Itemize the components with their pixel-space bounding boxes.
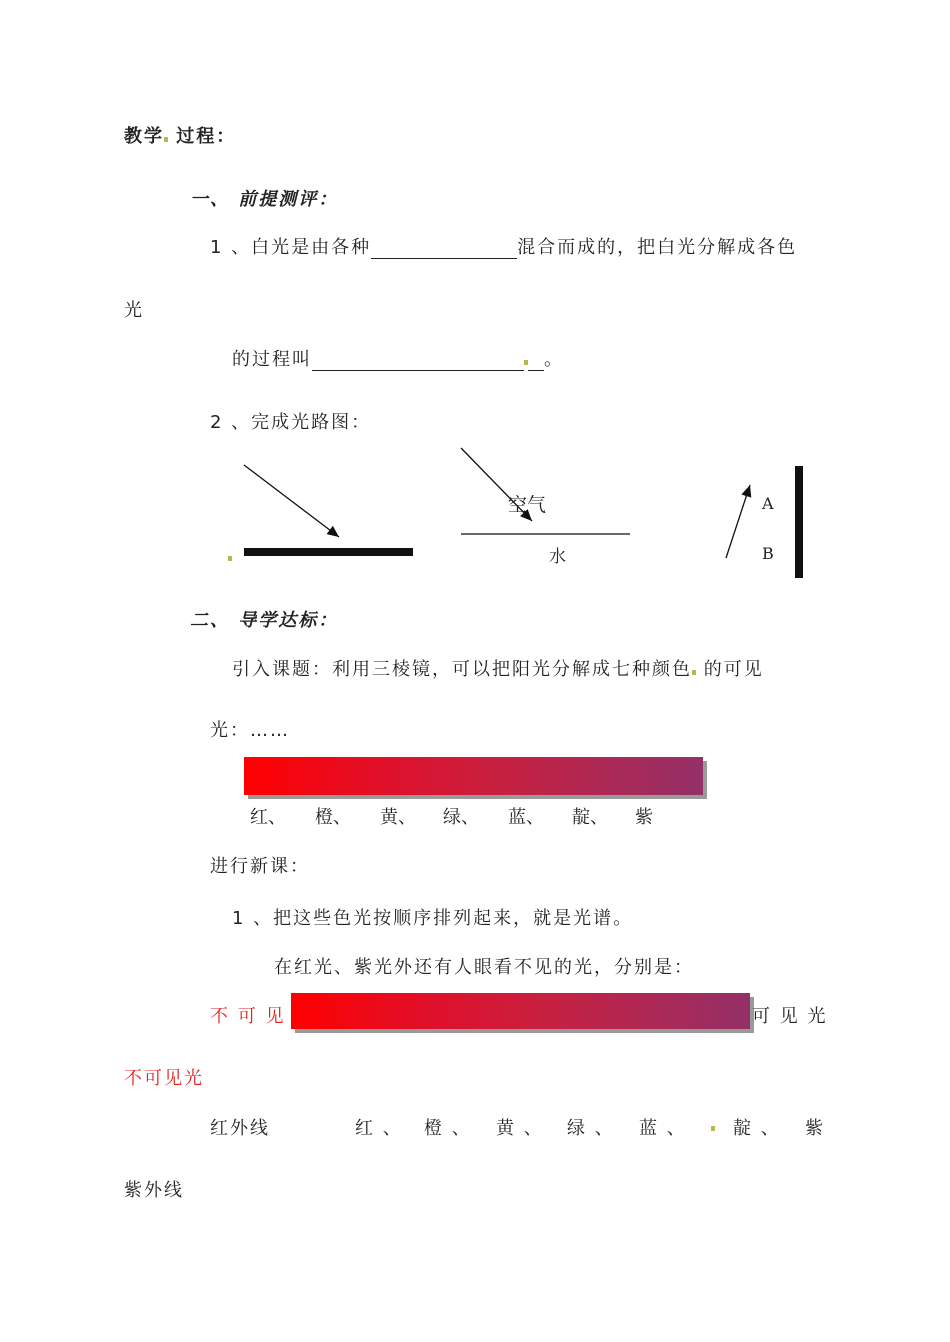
edit-mark-icon [711, 1126, 715, 1131]
q1-end: 。 [544, 349, 564, 370]
intro-text-b: 的可见 [696, 659, 764, 680]
intro-wrap: 光：…… [210, 720, 290, 741]
answer-blank-2b [528, 352, 544, 371]
color-label: 绿 、 [567, 1118, 615, 1139]
item-1: 1 、把这些色光按顺序排列起来，就是光谱。 [232, 908, 634, 929]
page-heading [124, 122, 236, 148]
question-1-line2 [232, 345, 564, 371]
mirror-diagram [228, 465, 413, 561]
ultraviolet-label: 紫外线 [124, 1180, 184, 1201]
color-label: 绿、 [443, 807, 479, 828]
water-label: 水 [549, 547, 566, 567]
incident-ray-3 [726, 485, 750, 558]
section1-title: 一、 前提测评： [190, 189, 339, 210]
vertical-mirror [795, 466, 803, 578]
color-label: 橙、 [315, 807, 351, 828]
intro-line [232, 655, 764, 681]
question-2: 2 、完成光路图： [210, 412, 372, 433]
item-1-sub: 在红光、紫光外还有人眼看不见的光，分别是： [274, 957, 694, 978]
spectrum-bar [244, 757, 703, 795]
q1-wrap: 光 [124, 300, 144, 321]
heading-main: 教学 [124, 126, 164, 147]
color-label: 蓝 、 [639, 1118, 687, 1139]
heading-suffix: 过程： [176, 126, 237, 147]
color-label: 黄、 [380, 807, 416, 828]
edit-mark-icon [164, 137, 168, 142]
invisible-wrap-label: 不可见光 [124, 1068, 204, 1089]
color-label: 蓝、 [508, 807, 544, 828]
color-label: 紫 [635, 807, 653, 828]
intro-text-a: 引入课题：利用三棱镜，可以把阳光分解成七种颜色 [232, 659, 692, 680]
question-1-line1 [210, 233, 797, 259]
q1-text-c: 的过程叫 [232, 349, 312, 370]
section2-title: 二、 导学达标： [190, 610, 339, 631]
incident-ray-1 [244, 465, 339, 537]
q1-text-b: 混合而成的，把白光分解成各色 [517, 237, 798, 258]
color-label: 黄 、 [496, 1118, 544, 1139]
mirror-surface [244, 548, 413, 556]
color-label: 靛、 [572, 807, 608, 828]
answer-blank-1[interactable] [371, 240, 517, 259]
color-label: 紫 [805, 1118, 825, 1139]
color-label: 红 、 [355, 1118, 403, 1139]
edit-mark-icon [228, 556, 232, 561]
invisible-left-label: 不 可 见 [210, 1006, 286, 1027]
infrared-label: 红外线 [210, 1118, 270, 1139]
answer-blank-2[interactable] [312, 352, 524, 371]
color-label: 橙 、 [424, 1118, 472, 1139]
color-label: 红、 [250, 807, 286, 828]
visible-right-label: 可 见 光 [752, 1006, 828, 1027]
point-b-label: B [762, 544, 774, 563]
light-path-diagram [0, 440, 950, 585]
air-label: 空气 [508, 494, 547, 516]
q1-text-a: 1 、白光是由各种 [210, 237, 372, 258]
spectrum-bar-2 [291, 993, 750, 1029]
new-lesson-label: 进行新课： [210, 856, 310, 877]
point-a-label: A [762, 494, 774, 513]
color-label: 靛 、 [733, 1118, 781, 1139]
